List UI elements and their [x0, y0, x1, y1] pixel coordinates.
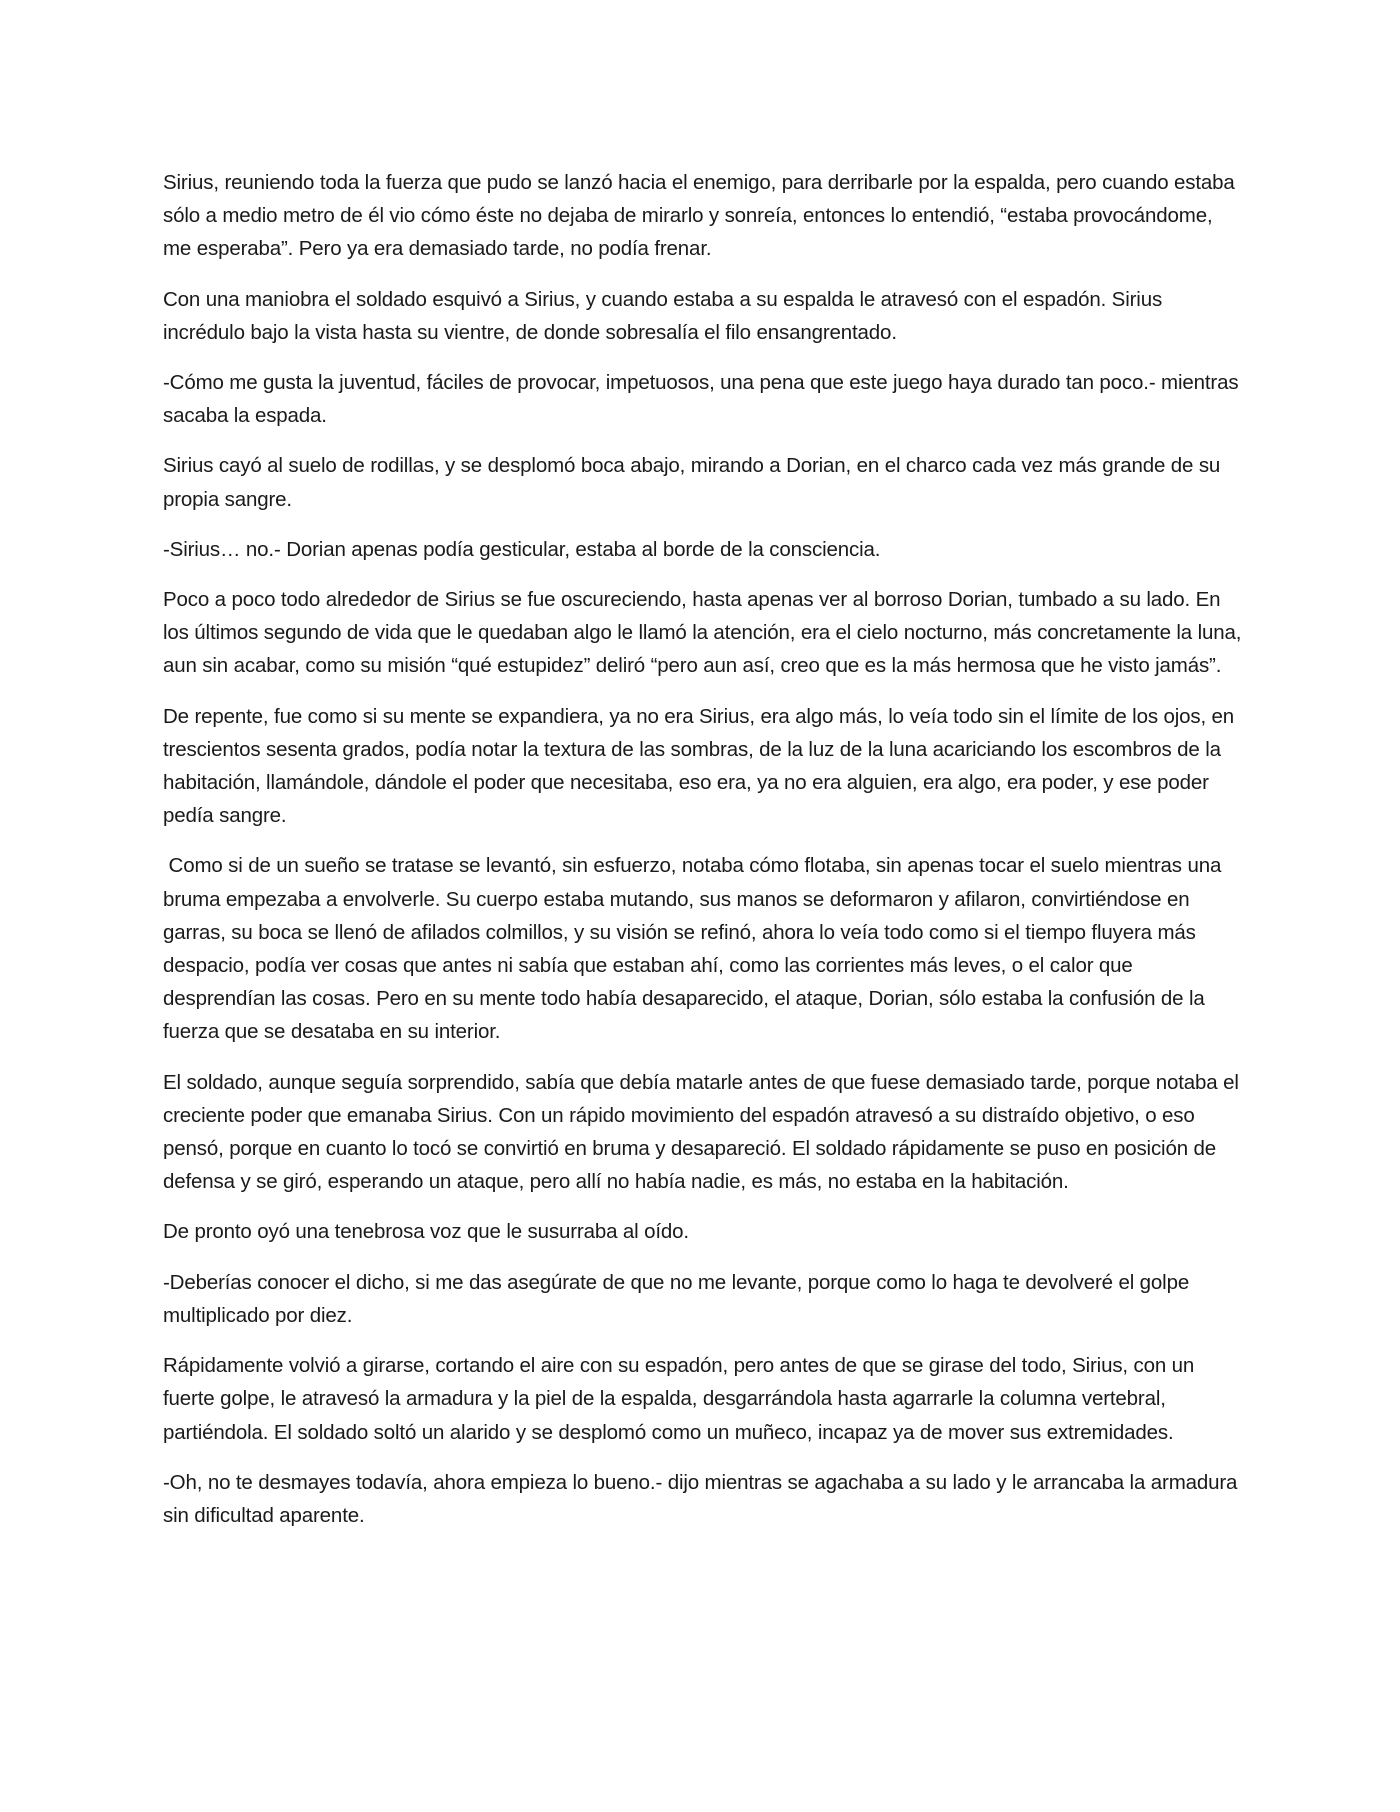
paragraph: Como si de un sueño se tratase se levantó, sin esfuerzo, notaba cómo flotaba, sin apenas tocar el suelo mientras una bruma empezaba a envolverle. Su cuerpo estaba mutando, sus manos se deformaron y afilaron, convirtiéndose en garras, su boca se llenó de afilados colmillos, y su visión se refinó, ahora lo veía todo como si el tiempo fluyera más despacio, podía ver cosas que antes ni sabía que estaban ahí, como las corrientes más leves, o el calor que desprendían las cosas. Pero en su mente todo había desaparecido, el ataque, Dorian, sólo estaba la confusión de la fuerza que se desataba en su interior. [163, 854, 1227, 1044]
paragraph: Con una maniobra el soldado esquivó a Sirius, y cuando estaba a su espalda le atravesó con el espadón. Sirius incrédulo bajo la vista hasta su vientre, de donde sobresalía el filo ensangrentado. [163, 287, 1163, 344]
paragraph: De pronto oyó una tenebrosa voz que le susurraba al oído. [163, 1220, 689, 1244]
paragraph: Sirius, reuniendo toda la fuerza que pudo se lanzó hacia el enemigo, para derribarle por la espalda, pero cuando estaba sólo a medio metro de él vio cómo éste no dejaba de mirarlo y sonreía, entonces lo entendió, “estaba provocándome, me esperaba”. Pero ya era demasiado tarde, no podía frenar. [163, 171, 1235, 261]
paragraph: -Deberías conocer el dicho, si me das asegúrate de que no me levante, porque como lo haga te devolveré el golpe multiplicado por diez. [163, 1270, 1190, 1327]
paragraph: El soldado, aunque seguía sorprendido, sabía que debía matarle antes de que fuese demasiado tarde, porque notaba el creciente poder que emanaba Sirius. Con un rápido movimiento del espadón atravesó a su distraído objetivo, o eso pensó, porque en cuanto lo tocó se convirtió en bruma y desapareció. El soldado rápidamente se puso en posición de defensa y se giró, esperando un ataque, pero allí no había nadie, es más, no estaba en la habitación. [163, 1070, 1239, 1194]
paragraph: -Sirius… no.- Dorian apenas podía gesticular, estaba al borde de la consciencia. [163, 537, 881, 561]
paragraph: De repente, fue como si su mente se expandiera, ya no era Sirius, era algo más, lo veía todo sin el límite de los ojos, en trescientos sesenta grados, podía notar la textura de las sombras, de la luz de la luna acariciando los escombros de la habitación, llamándole, dándole el poder que necesitaba, eso era, ya no era alguien, era algo, era poder, y ese poder pedía sangre. [163, 704, 1235, 828]
paragraph: Rápidamente volvió a girarse, cortando el aire con su espadón, pero antes de que se girase del todo, Sirius, con un fuerte golpe, le atravesó la armadura y la piel de la espalda, desgarrándola hasta agarrarle la columna vertebral, partiéndola. El soldado soltó un alarido y se desplomó como un muñeco, incapaz ya de mover sus extremidades. [163, 1354, 1195, 1444]
paragraph: Poco a poco todo alrededor de Sirius se fue oscureciendo, hasta apenas ver al borroso Dorian, tumbado a su lado. En los últimos segundo de vida que le quedaban algo le llamó la atención, era el cielo nocturno, más concretamente la luna, aun sin acabar, como su misión “qué estupidez” deliró “pero aun así, creo que es la más hermosa que he visto jamás”. [163, 588, 1242, 678]
paragraph: Sirius cayó al suelo de rodillas, y se desplomó boca abajo, mirando a Dorian, en el charco cada vez más grande de su propia sangre. [163, 454, 1221, 511]
paragraph: -Oh, no te desmayes todavía, ahora empieza lo bueno.- dijo mientras se agachaba a su lado y le arrancaba la armadura sin dificultad aparente. [163, 1470, 1238, 1527]
document-page [163, 166, 1243, 1549]
paragraph: -Cómo me gusta la juventud, fáciles de provocar, impetuosos, una pena que este juego haya durado tan poco.- mientras sacaba la espada. [163, 371, 1239, 428]
